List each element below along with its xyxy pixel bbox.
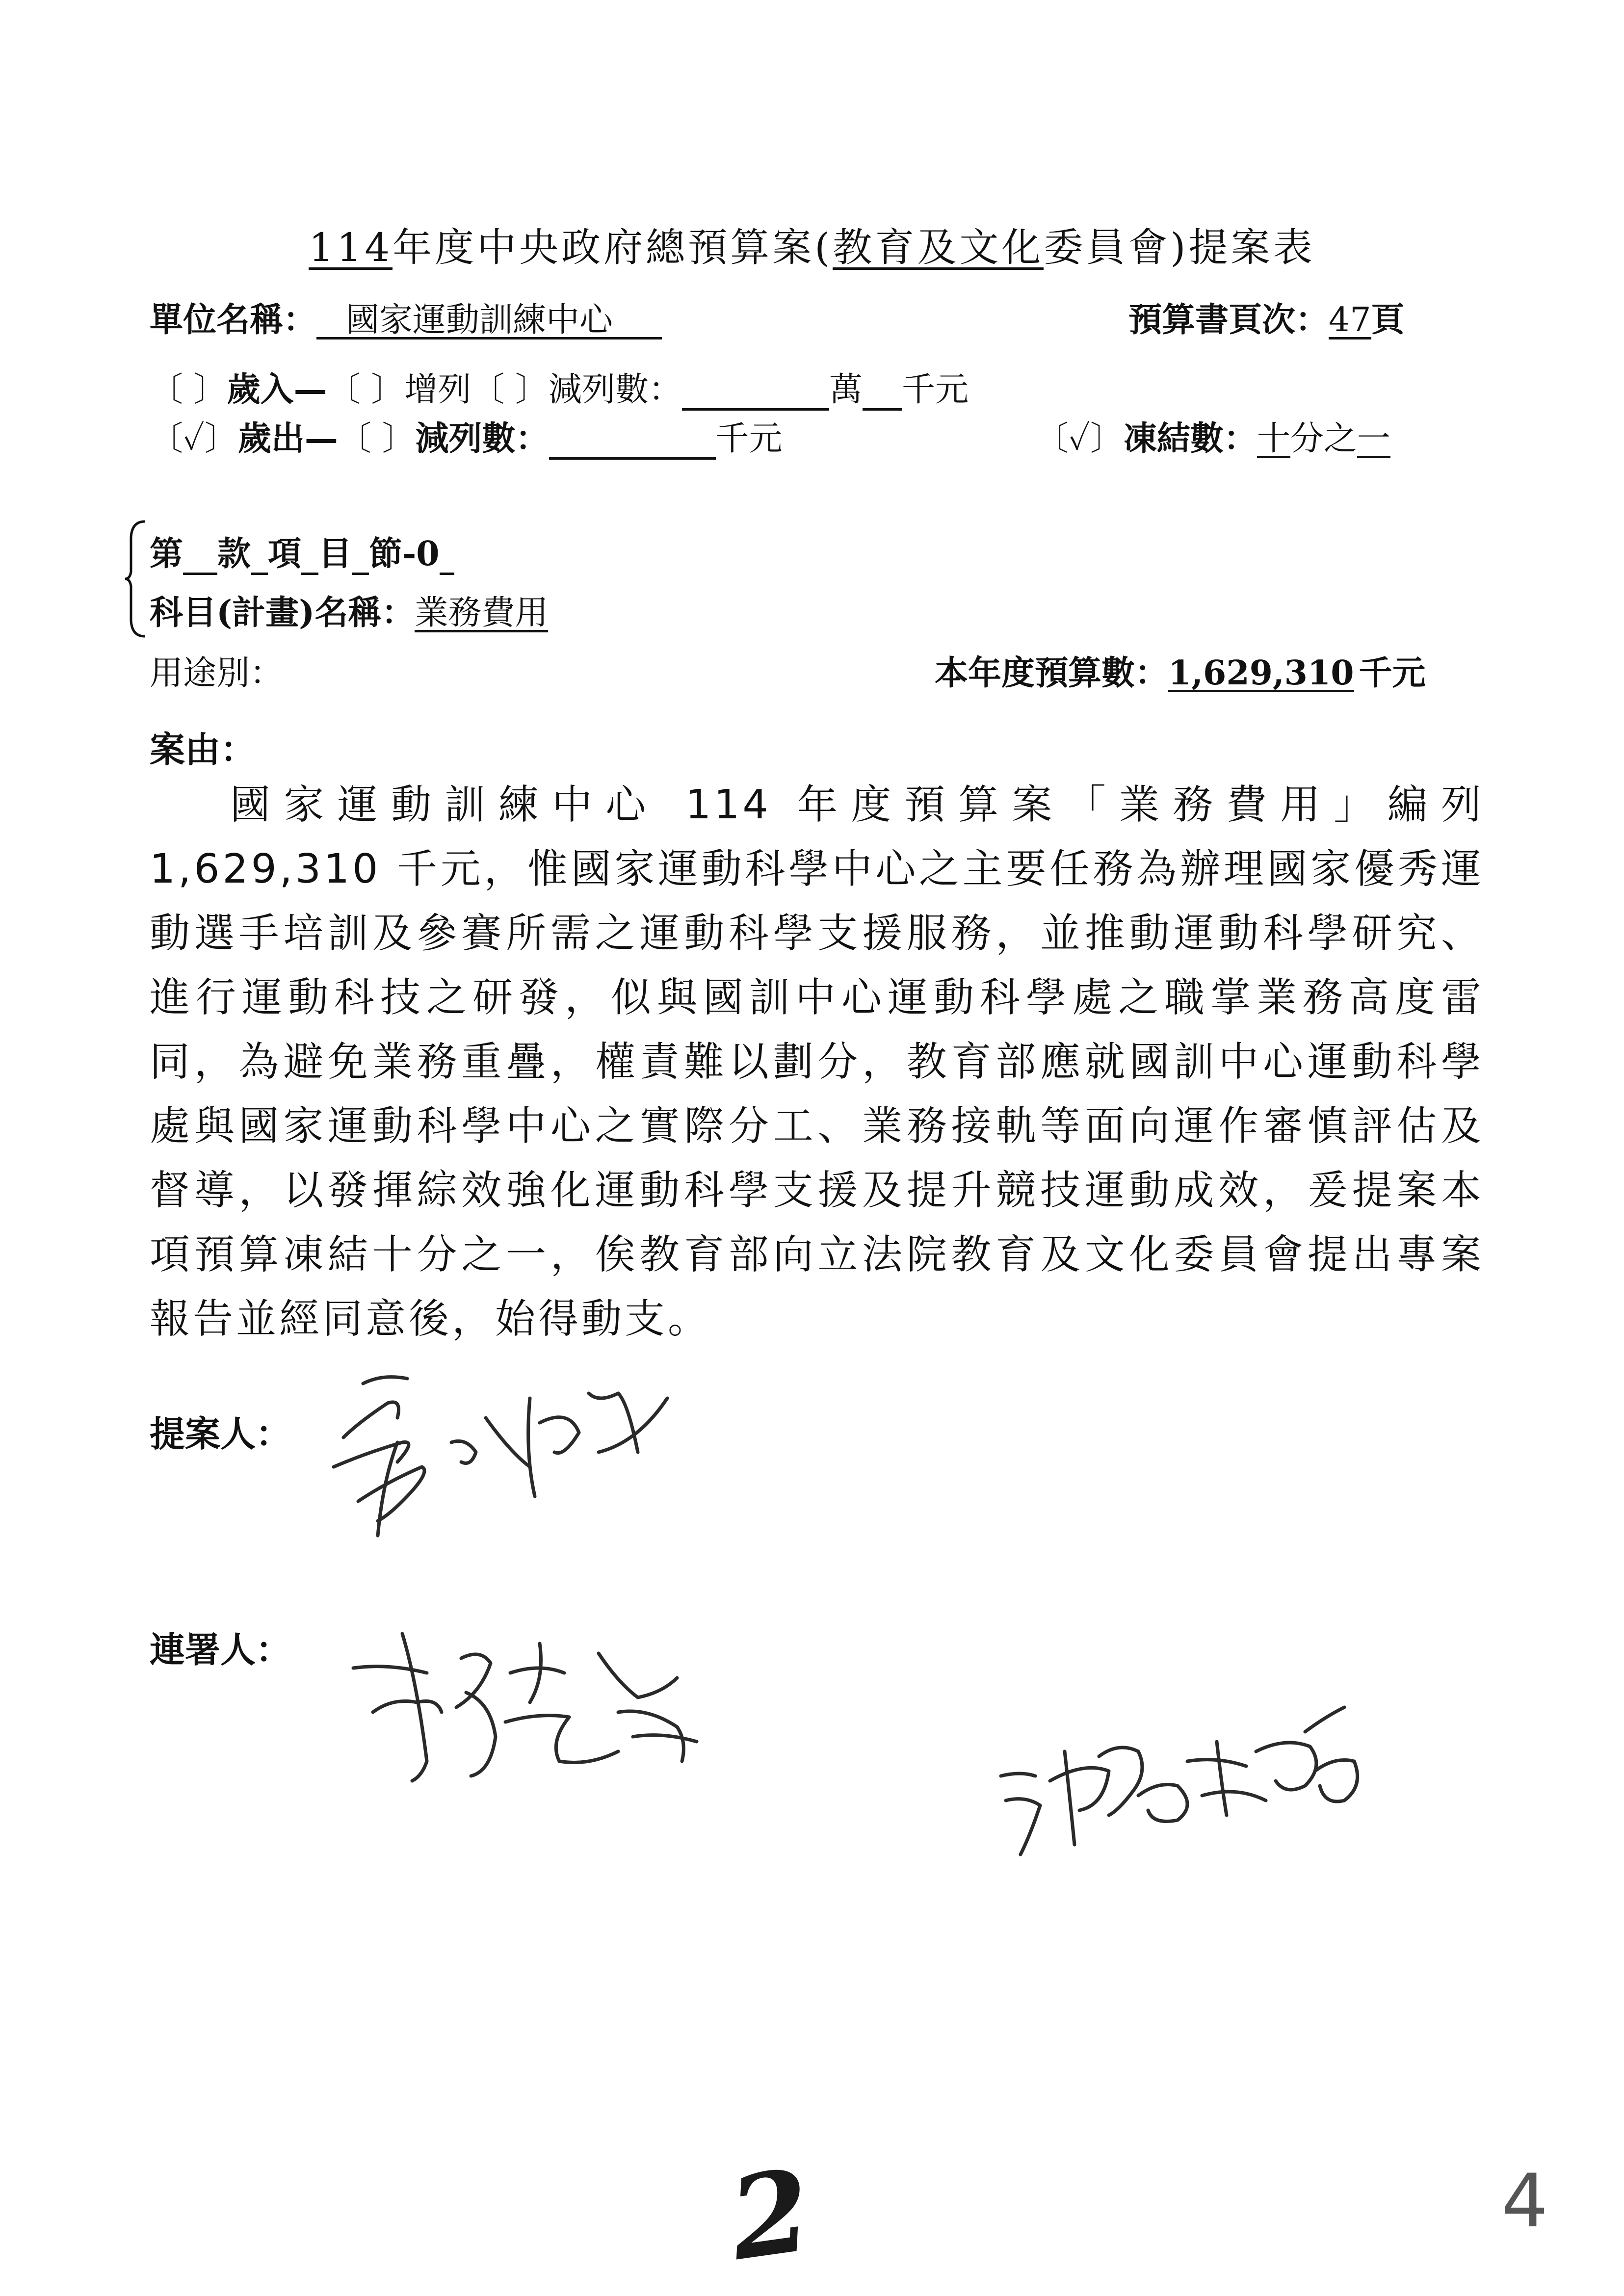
reason-heading: 案由： xyxy=(150,729,256,770)
freeze-numerator: 十 xyxy=(1257,419,1290,458)
wan-blank xyxy=(682,379,829,411)
revenue-row xyxy=(150,363,969,411)
unit-row xyxy=(150,293,662,341)
unit-value: 國家運動訓練中心 xyxy=(316,304,662,339)
jie-trailing-blank xyxy=(440,543,454,575)
freeze-denominator: 一 xyxy=(1357,419,1390,458)
title-text-a: 年度中央政府總預算案( xyxy=(393,225,833,270)
kuan-blank xyxy=(183,543,217,575)
section-kuan-prefix: 第 xyxy=(150,534,183,574)
increase-checkbox: 〔 〕 xyxy=(327,370,405,409)
wan-label: 萬 xyxy=(829,370,863,409)
expense-checkbox: 〔✓〕 xyxy=(150,419,238,458)
page-number: 4 xyxy=(1501,2159,1548,2244)
expense-qian-label: 千元 xyxy=(715,419,783,458)
section-xiang: 項 xyxy=(268,534,302,574)
xiang-blank xyxy=(251,543,268,575)
title-year: 114 xyxy=(309,225,393,270)
revenue-checkbox: 〔 〕 xyxy=(150,370,227,409)
increase-label: 增列 xyxy=(404,370,471,409)
subject-row xyxy=(150,586,548,634)
cosigner-label: 連署人： xyxy=(150,1629,291,1670)
section-kuan: 款 xyxy=(217,534,251,574)
freeze-checkbox: 〔✓〕 xyxy=(1035,419,1124,458)
page-ref-value: 47 xyxy=(1329,301,1371,339)
expense-row xyxy=(150,412,783,460)
expense-decrease-checkbox: 〔 〕 xyxy=(338,419,416,458)
freeze-row xyxy=(1035,412,1390,460)
qian-label: 千元 xyxy=(901,370,969,409)
page-ref-suffix: 頁 xyxy=(1371,300,1405,339)
reason-body: 國家運動訓練中心 114 年度預算案「業務費用」編列 1,629,310 千元，惟國家運動科學中心之主要任務為辦理國家優秀運動選手培訓及參賽所需之運動科學支援服務，並推動運動科學研究、進行運動科技之研發，似與國訓中心運動科學處之職掌業務高度雷同，為避免業務重疊，權責難以劃分，教育部應就國訓中心運動科學處與國家運動科學中心之實際分工、業務接軌等面向運作審慎評估及督導，以發揮綜效強化運動科學支援及提升競技運動成效，爰提案本項預算凍結十分之一，俟教育部向立法院教育及文化委員會提出專案報告並經同意後，始得動支。 xyxy=(150,782,1484,1342)
expense-decrease-label: 減列數： xyxy=(415,419,549,458)
proposer-signature xyxy=(324,1354,697,1540)
page-title xyxy=(0,216,1624,272)
freeze-label: 凍結數： xyxy=(1123,419,1257,458)
section-jie: 節-0 xyxy=(369,534,440,574)
budget-row xyxy=(935,647,1426,694)
budget-label: 本年度預算數： xyxy=(935,653,1169,693)
page-ref-label: 預算書頁次： xyxy=(1128,300,1329,339)
revenue-label: 歲入— xyxy=(227,370,327,409)
unit-label: 單位名稱： xyxy=(150,300,317,339)
cosigner-signature-1 xyxy=(343,1614,746,1800)
jie-blank xyxy=(352,543,369,575)
budget-unit: 千元 xyxy=(1359,653,1426,693)
decrease-label: 減列數： xyxy=(548,370,682,409)
expense-label: 歲出— xyxy=(237,419,338,458)
decrease-checkbox: 〔 〕 xyxy=(471,370,549,409)
purpose-label: 用途別： xyxy=(150,654,284,693)
section-code-row xyxy=(150,527,454,575)
title-committee: 教育及文化 xyxy=(833,225,1044,270)
freeze-mid: 分之 xyxy=(1290,419,1357,458)
section-mu: 目 xyxy=(318,534,352,574)
mu-blank xyxy=(301,543,318,575)
proposer-label: 提案人： xyxy=(150,1413,291,1455)
title-text-b: 委員會)提案表 xyxy=(1044,225,1315,270)
subject-label: 科目(計畫)名稱： xyxy=(150,593,415,632)
page-ref xyxy=(1128,293,1405,341)
subject-value: 業務費用 xyxy=(415,594,549,632)
cosigner-signature-2 xyxy=(991,1688,1384,1884)
expense-decrease-blank xyxy=(549,428,716,460)
handwritten-number: 2 xyxy=(722,2144,819,2286)
budget-value: 1,629,310 xyxy=(1168,653,1354,693)
qian-blank xyxy=(863,379,902,411)
